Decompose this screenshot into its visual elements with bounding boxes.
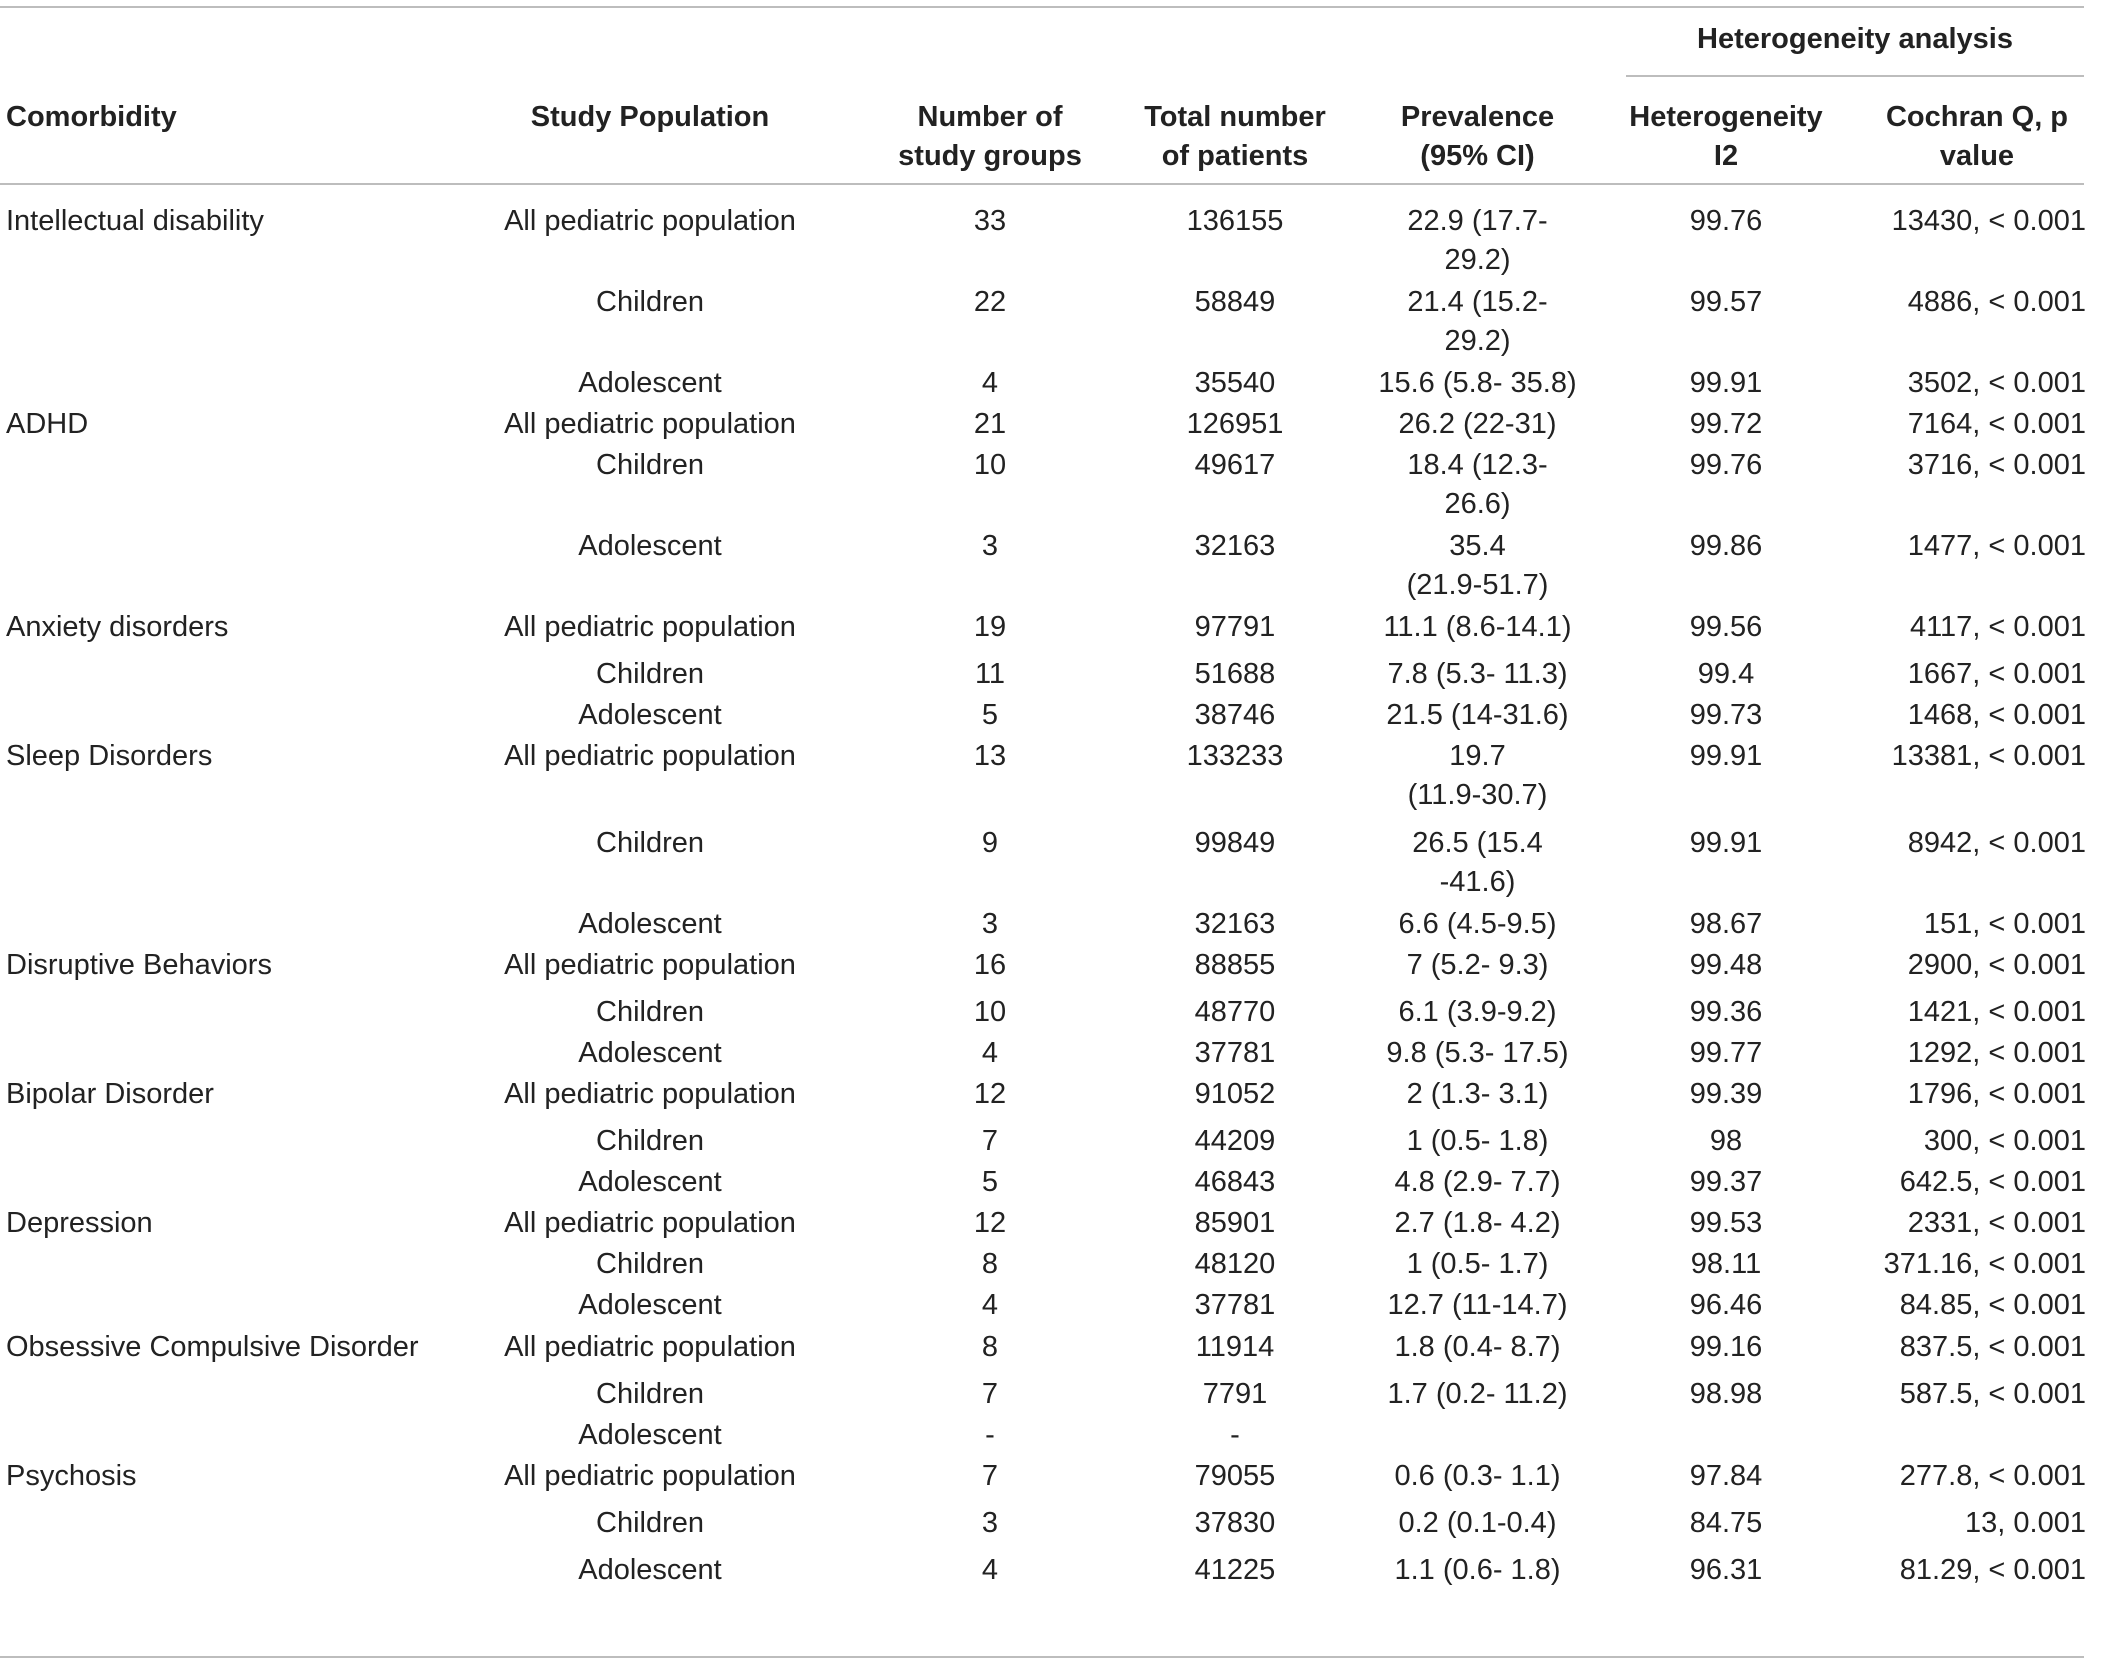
cell-total-patients: 97791 (1194, 611, 1276, 643)
cell-number-of-groups: 12 (973, 1207, 1007, 1239)
cell-cochran-q: 837.5, < 0.001 (1899, 1331, 2086, 1363)
cell-number-of-groups: 3 (981, 908, 999, 940)
cell-comorbidity: ADHD (6, 408, 89, 440)
cell-study-population: All pediatric population (504, 1207, 796, 1239)
cell-prevalence: 6.1 (3.9-9.2) (1398, 996, 1557, 1028)
cell-prevalence: 21.4 (15.2- 29.2) (1407, 286, 1548, 357)
cell-comorbidity: Depression (6, 1207, 153, 1239)
cell-total-patients: 126951 (1186, 408, 1284, 440)
cell-study-population: Adolescent (578, 1037, 722, 1069)
cell-comorbidity: Psychosis (6, 1460, 137, 1492)
cell-prevalence: 19.7 (11.9-30.7) (1407, 740, 1548, 811)
cell-study-population: Children (596, 1248, 704, 1280)
cell-prevalence: 0.6 (0.3- 1.1) (1394, 1460, 1561, 1492)
cell-total-patients: 88855 (1194, 949, 1276, 981)
cell-number-of-groups: 4 (981, 1037, 999, 1069)
cell-study-population: Adolescent (578, 908, 722, 940)
cell-number-of-groups: 13 (973, 740, 1007, 772)
cell-total-patients: 48770 (1194, 996, 1276, 1028)
table-row (0, 737, 2084, 817)
cell-number-of-groups: 10 (973, 996, 1007, 1028)
cell-heterogeneity-i2: 99.72 (1689, 408, 1763, 440)
cell-study-population: Children (596, 449, 704, 481)
cell-cochran-q: 1292, < 0.001 (1907, 1037, 2086, 1069)
cell-comorbidity: Anxiety disorders (6, 611, 229, 643)
cell-cochran-q: 3502, < 0.001 (1907, 367, 2086, 399)
cell-heterogeneity-i2: 99.53 (1689, 1207, 1763, 1239)
cell-number-of-groups: 5 (981, 1166, 999, 1198)
header-cochran-q: Cochran Q, p value (1885, 101, 2069, 172)
cell-prevalence: 26.2 (22-31) (1398, 408, 1557, 440)
cell-total-patients: 37830 (1194, 1507, 1276, 1539)
header-comorbidity: Comorbidity (6, 101, 177, 133)
cell-comorbidity: Sleep Disorders (6, 740, 213, 772)
cell-study-population: Children (596, 1378, 704, 1410)
cell-prevalence: 1 (0.5- 1.8) (1406, 1125, 1549, 1157)
cell-number-of-groups: 10 (973, 449, 1007, 481)
cell-total-patients: - (1230, 1419, 1240, 1451)
cell-number-of-groups: 9 (981, 827, 999, 859)
cell-comorbidity: Disruptive Behaviors (6, 949, 272, 981)
cell-total-patients: 37781 (1194, 1289, 1276, 1321)
cell-study-population: Children (596, 658, 704, 690)
cell-cochran-q: 300, < 0.001 (1923, 1125, 2086, 1157)
cell-heterogeneity-i2: 99.48 (1689, 949, 1763, 981)
cell-cochran-q: 371.16, < 0.001 (1883, 1248, 2086, 1280)
cell-cochran-q: 4117, < 0.001 (1909, 611, 2086, 643)
cell-heterogeneity-i2: 98.67 (1689, 908, 1763, 940)
cell-study-population: Adolescent (578, 699, 722, 731)
cell-prevalence: 2.7 (1.8- 4.2) (1394, 1207, 1561, 1239)
cell-study-population: Children (596, 1125, 704, 1157)
cell-prevalence: 18.4 (12.3- 26.6) (1407, 449, 1548, 520)
header-prevalence: Prevalence (95% CI) (1400, 101, 1555, 172)
cell-total-patients: 44209 (1194, 1125, 1276, 1157)
cell-total-patients: 85901 (1194, 1207, 1276, 1239)
cell-number-of-groups: 5 (981, 699, 999, 731)
cell-number-of-groups: 7 (981, 1378, 999, 1410)
cell-prevalence: 22.9 (17.7- 29.2) (1407, 205, 1548, 276)
cell-cochran-q: 81.29, < 0.001 (1899, 1554, 2086, 1586)
cell-number-of-groups: 22 (973, 286, 1007, 318)
cell-number-of-groups: 4 (981, 367, 999, 399)
cell-total-patients: 32163 (1194, 908, 1276, 940)
table-row (0, 446, 2084, 526)
cell-cochran-q: 151, < 0.001 (1923, 908, 2086, 940)
cell-prevalence: 9.8 (5.3- 17.5) (1386, 1037, 1569, 1069)
cell-study-population: All pediatric population (504, 205, 796, 237)
cell-heterogeneity-i2: 99.4 (1697, 658, 1755, 690)
cell-heterogeneity-i2: 99.56 (1689, 611, 1763, 643)
table-bottom-rule (0, 1656, 2084, 1658)
cell-study-population: Children (596, 1507, 704, 1539)
cell-heterogeneity-i2: 99.16 (1689, 1331, 1763, 1363)
cell-study-population: Children (596, 996, 704, 1028)
header-study-population: Study Population (530, 101, 770, 133)
cell-total-patients: 136155 (1186, 205, 1284, 237)
cell-prevalence: 11.1 (8.6-14.1) (1383, 611, 1572, 643)
cell-study-population: Adolescent (578, 1166, 722, 1198)
cell-study-population: All pediatric population (504, 611, 796, 643)
cell-heterogeneity-i2: 99.73 (1689, 699, 1763, 731)
cell-heterogeneity-i2: 98.11 (1690, 1248, 1762, 1280)
cell-heterogeneity-i2: 99.76 (1689, 205, 1763, 237)
cell-prevalence: 6.6 (4.5-9.5) (1398, 908, 1557, 940)
cell-number-of-groups: 7 (981, 1460, 999, 1492)
cell-cochran-q: 7164, < 0.001 (1907, 408, 2086, 440)
table-row (0, 527, 2084, 607)
cell-total-patients: 133233 (1186, 740, 1284, 772)
cell-heterogeneity-i2: 99.76 (1689, 449, 1763, 481)
cell-comorbidity: Bipolar Disorder (6, 1078, 214, 1110)
cell-total-patients: 79055 (1194, 1460, 1276, 1492)
cell-cochran-q: 1468, < 0.001 (1907, 699, 2086, 731)
cell-cochran-q: 2900, < 0.001 (1907, 949, 2086, 981)
cell-heterogeneity-i2: 99.37 (1689, 1166, 1763, 1198)
table-row (0, 283, 2084, 363)
cell-prevalence: 1.7 (0.2- 11.2) (1387, 1378, 1568, 1410)
cell-prevalence: 1 (0.5- 1.7) (1406, 1248, 1549, 1280)
cell-heterogeneity-i2: 98 (1709, 1125, 1743, 1157)
cell-cochran-q: 3716, < 0.001 (1907, 449, 2086, 481)
cell-study-population: Adolescent (578, 1554, 722, 1586)
cell-heterogeneity-i2: 98.98 (1689, 1378, 1763, 1410)
cell-study-population: Adolescent (578, 530, 722, 562)
cell-study-population: All pediatric population (504, 1460, 796, 1492)
cell-number-of-groups: 3 (981, 1507, 999, 1539)
cell-cochran-q: 13, 0.001 (1965, 1507, 2086, 1539)
cell-comorbidity: Obsessive Compulsive Disorder (6, 1331, 419, 1363)
cell-heterogeneity-i2: 96.31 (1689, 1554, 1763, 1586)
header-heterogeneity-i2: Heterogeneity I2 (1629, 101, 1823, 172)
cell-cochran-q: 642.5, < 0.001 (1899, 1166, 2086, 1198)
cell-heterogeneity-i2: 99.91 (1689, 367, 1763, 399)
cell-number-of-groups: 4 (981, 1554, 999, 1586)
cell-prevalence: 4.8 (2.9- 7.7) (1394, 1166, 1561, 1198)
cell-study-population: Children (596, 827, 704, 859)
cell-total-patients: 7791 (1202, 1378, 1268, 1410)
cell-number-of-groups: 16 (973, 949, 1007, 981)
cell-study-population: Adolescent (578, 1419, 722, 1451)
cell-heterogeneity-i2: 99.91 (1689, 740, 1763, 772)
cell-cochran-q: 8942, < 0.001 (1907, 827, 2086, 859)
cell-total-patients: 48120 (1194, 1248, 1276, 1280)
cell-prevalence: 21.5 (14-31.6) (1386, 699, 1569, 731)
cell-prevalence: 35.4 (21.9-51.7) (1406, 530, 1549, 601)
cell-total-patients: 32163 (1194, 530, 1276, 562)
cell-study-population: All pediatric population (504, 740, 796, 772)
cell-study-population: Adolescent (578, 367, 722, 399)
cell-number-of-groups: 21 (973, 408, 1007, 440)
cell-study-population: Children (596, 286, 704, 318)
cell-heterogeneity-i2: 99.36 (1689, 996, 1763, 1028)
heterogeneity-group-header: Heterogeneity analysis (1697, 23, 2013, 55)
cell-number-of-groups: 8 (981, 1331, 999, 1363)
cell-total-patients: 51688 (1194, 658, 1276, 690)
cell-study-population: All pediatric population (504, 1331, 796, 1363)
cell-number-of-groups: 8 (981, 1248, 999, 1280)
cell-heterogeneity-i2: 99.57 (1689, 286, 1763, 318)
cell-total-patients: 49617 (1194, 449, 1276, 481)
cell-heterogeneity-i2: 97.84 (1689, 1460, 1763, 1492)
cell-prevalence: 15.6 (5.8- 35.8) (1378, 367, 1577, 399)
cell-number-of-groups: 3 (981, 530, 999, 562)
cell-cochran-q: 13430, < 0.001 (1891, 205, 2086, 237)
cell-cochran-q: 1477, < 0.001 (1907, 530, 2086, 562)
cell-prevalence: 1.8 (0.4- 8.7) (1394, 1331, 1561, 1363)
cell-total-patients: 46843 (1194, 1166, 1276, 1198)
cell-comorbidity: Intellectual disability (6, 205, 264, 237)
cell-number-of-groups: 11 (974, 658, 1006, 690)
cell-cochran-q: 1421, < 0.001 (1907, 996, 2086, 1028)
cell-number-of-groups: - (985, 1419, 995, 1451)
heterogeneity-group-rule (1626, 75, 2084, 77)
cell-heterogeneity-i2: 99.86 (1689, 530, 1763, 562)
cell-study-population: Adolescent (578, 1289, 722, 1321)
header-number-of-study-groups: Number of study groups (898, 101, 1082, 172)
cell-total-patients: 41225 (1194, 1554, 1276, 1586)
cell-cochran-q: 1796, < 0.001 (1907, 1078, 2086, 1110)
cell-cochran-q: 2331, < 0.001 (1907, 1207, 2086, 1239)
cell-heterogeneity-i2: 96.46 (1689, 1289, 1763, 1321)
table-row (0, 202, 2084, 282)
cell-total-patients: 11914 (1195, 1331, 1275, 1363)
cell-number-of-groups: 19 (973, 611, 1007, 643)
cell-total-patients: 38746 (1194, 699, 1276, 731)
cell-cochran-q: 84.85, < 0.001 (1899, 1289, 2086, 1321)
cell-cochran-q: 1667, < 0.001 (1907, 658, 2086, 690)
cell-heterogeneity-i2: 99.91 (1689, 827, 1763, 859)
cell-cochran-q: 277.8, < 0.001 (1899, 1460, 2086, 1492)
cell-number-of-groups: 33 (973, 205, 1007, 237)
cell-heterogeneity-i2: 99.77 (1689, 1037, 1763, 1069)
header-total-patients: Total number of patients (1144, 101, 1326, 172)
cell-total-patients: 37781 (1194, 1037, 1276, 1069)
cell-total-patients: 35540 (1194, 367, 1276, 399)
cell-heterogeneity-i2: 84.75 (1689, 1507, 1763, 1539)
cell-prevalence: 7.8 (5.3- 11.3) (1387, 658, 1568, 690)
cell-cochran-q: 4886, < 0.001 (1907, 286, 2086, 318)
cell-number-of-groups: 12 (973, 1078, 1007, 1110)
cell-cochran-q: 587.5, < 0.001 (1899, 1378, 2086, 1410)
cell-prevalence: 26.5 (15.4 -41.6) (1412, 827, 1543, 898)
cell-total-patients: 99849 (1194, 827, 1276, 859)
cell-prevalence: 7 (5.2- 9.3) (1406, 949, 1549, 981)
cell-number-of-groups: 4 (981, 1289, 999, 1321)
cell-number-of-groups: 7 (981, 1125, 999, 1157)
cell-total-patients: 58849 (1194, 286, 1276, 318)
table-row (0, 824, 2084, 904)
table-top-rule (0, 6, 2084, 8)
cell-prevalence: 0.2 (0.1-0.4) (1398, 1507, 1557, 1539)
cell-cochran-q: 13381, < 0.001 (1891, 740, 2086, 772)
cell-prevalence: 2 (1.3- 3.1) (1406, 1078, 1549, 1110)
cell-study-population: All pediatric population (504, 949, 796, 981)
cell-heterogeneity-i2: 99.39 (1689, 1078, 1763, 1110)
cell-study-population: All pediatric population (504, 1078, 796, 1110)
cell-total-patients: 91052 (1194, 1078, 1276, 1110)
table-header-rule (0, 183, 2084, 185)
cell-prevalence: 1.1 (0.6- 1.8) (1394, 1554, 1561, 1586)
table-row (0, 1551, 2084, 1631)
cell-study-population: All pediatric population (504, 408, 796, 440)
cell-prevalence: 12.7 (11-14.7) (1387, 1289, 1568, 1321)
